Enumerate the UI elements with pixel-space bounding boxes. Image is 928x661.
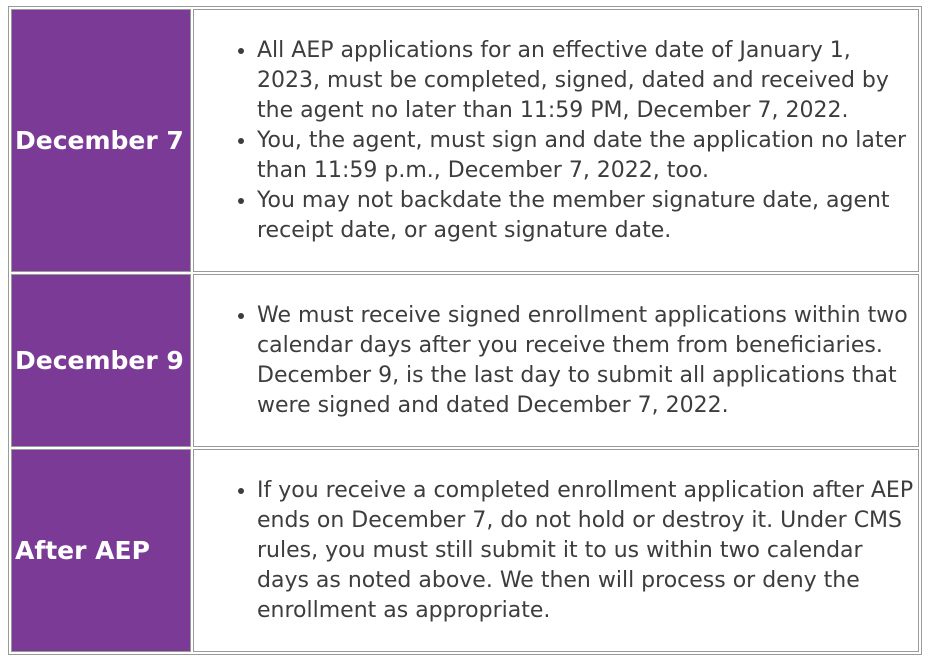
aep-deadlines-table [8,6,922,655]
list-item: • All AEP applications for an effective date of January 1, 2023, must be completed, signed, dated and received by the agent no later than 11:59 PM, December 7, 2022. [257,36,914,126]
deadline-details-cell [193,9,919,272]
list-item: • You may not backdate the member signature date, agent receipt date, or agent signature date. [257,186,914,246]
table-row [11,9,919,272]
list-item: • We must receive signed enrollment applications within two calendar days after you receive them from beneficiaries. December 9, is the last day to submit all applications that were signed and dated December 7, 2022. [257,301,914,421]
bullet-list [194,476,918,626]
deadline-details-cell [193,274,919,447]
bullet-list [194,36,918,246]
bullet-list [194,301,918,421]
deadline-label-cell: December 7 [11,9,191,272]
deadline-label-cell: After AEP [11,449,191,652]
table-row [11,274,919,447]
deadline-label-cell: December 9 [11,274,191,447]
deadline-details-cell [193,449,919,652]
list-item: • You, the agent, must sign and date the application no later than 11:59 p.m., December 7, 2022, too. [257,126,914,186]
list-item: • If you receive a completed enrollment application after AEP ends on December 7, do not hold or destroy it. Under CMS rules, you must still submit it to us within two calendar days as noted above. We then will process or deny the enrollment as appropriate. [257,476,914,626]
table-row [11,449,919,652]
